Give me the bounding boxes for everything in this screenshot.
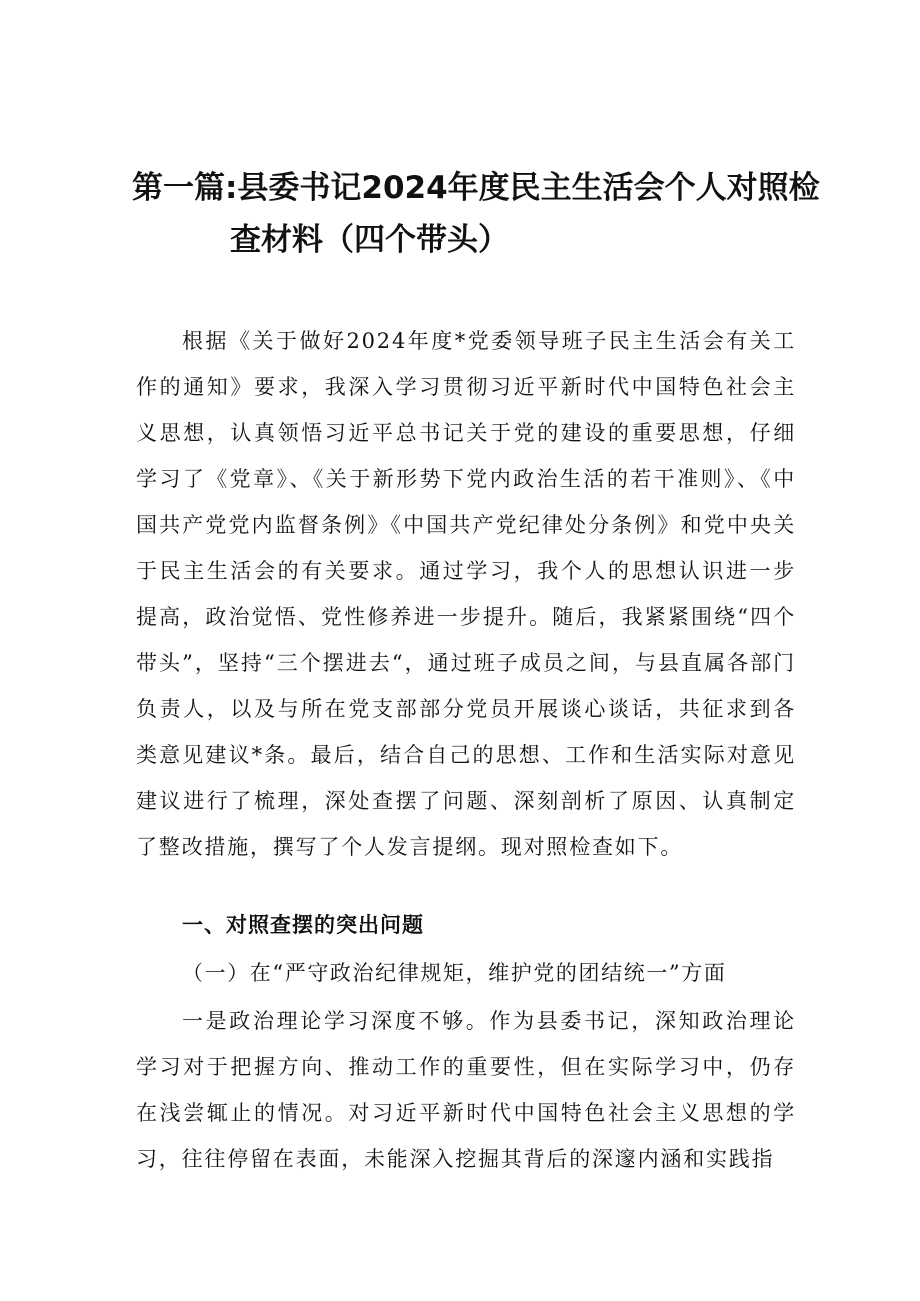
intro-paragraph: 根据《关于做好2024年度*党委领导班子民主生活会有关工作的通知》要求，我深入学习贯彻习近平新时代中国特色社会主义思想，认真领悟习近平总书记关于党的建设的重要思想，仔细学习了《党章》、《关于新形势下党内政治生活的若干准则》、《中国共产党党内监督条例》《中国共产党纪律处分条例》和党中央关于民主生活会的有关要求。通过学习，我个人的思想认识进一步提高，政治觉悟、党性修养进一步提升。随后，我紧紧围绕“四个带头”，坚持“三个摆进去“，通过班子成员之间，与县直属各部门负责人，以及与所在党支部部分党员开展谈心谈话，共征求到各类意见建议*条。最后，结合自己的思想、工作和生活实际对意见建议进行了梳理，深处查摆了问题、深刻剖析了原因、认真制定了整改措施，撰写了个人发言提纲。现对照检查如下。: [136, 329, 796, 859]
body-paragraph: 一是政治理论学习深度不够。作为县委书记，深知政治理论学习对于把握方向、推动工作的重要性，但在实际学习中，仍存在浅尝辄止的情况。对习近平新时代中国特色社会主义思想的学习，往往停留在表面，未能深入挖掘其背后的深邃内涵和实践指: [136, 1009, 796, 1171]
subsection-heading: （一）在“严守政治纪律规矩，维护党的团结统一”方面: [182, 961, 727, 985]
title-line-2: 查材料（四个带头）: [230, 222, 509, 258]
document-title: [132, 162, 820, 266]
title-line-1: 第一篇:县委书记2024年度民主生活会个人对照检: [132, 170, 820, 206]
section-heading: 一、对照查摆的突出问题: [182, 913, 424, 937]
